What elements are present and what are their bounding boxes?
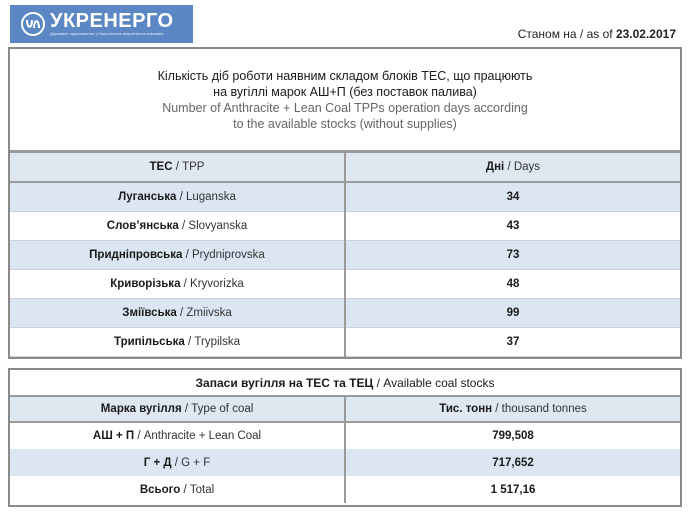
col-header-coal-type: [10, 396, 345, 422]
coal-stocks-title-row: [10, 370, 680, 396]
plant-days: 37: [345, 327, 680, 356]
table-row: [10, 449, 680, 476]
coal-amount: 1 517,16: [345, 476, 680, 503]
plant-name: Трипільська / Trypilska: [10, 327, 345, 356]
plant-days: 43: [345, 211, 680, 240]
col-header-amount: [345, 396, 680, 422]
table-row: [10, 182, 680, 211]
plant-name: Зміївська / Zmiivska: [10, 298, 345, 327]
operation-days-panel: [8, 47, 682, 359]
col-days-en: / Days: [507, 161, 541, 173]
as-of-prefix: Станом на / as of: [517, 27, 613, 41]
col-amount-uk: Тис. тонн: [439, 403, 493, 415]
plant-days: 73: [345, 240, 680, 269]
plant-days: 48: [345, 269, 680, 298]
table-row: [10, 240, 680, 269]
coal-amount: 717,652: [345, 449, 680, 476]
table-row: [10, 298, 680, 327]
plant-name: Криворізька / Kryvorizka: [10, 269, 345, 298]
coal-stocks-title-en: / Available coal stocks: [376, 375, 495, 390]
coal-stocks-title-uk: Запаси вугілля на ТЕС та ТЕЦ: [195, 375, 374, 390]
coal-stocks-panel: [8, 368, 682, 507]
title-uk-line1: Кількість діб роботи наявним складом блоків ТЕС, що працюють: [157, 68, 533, 83]
as-of-date: 23.02.2017: [615, 27, 676, 41]
title-en-line1: Number of Anthracite + Lean Coal TPPs operation days according: [162, 100, 528, 115]
plant-name: Луганська / Luganska: [10, 182, 345, 211]
coal-amount: 799,508: [345, 422, 680, 449]
plant-days: 34: [345, 182, 680, 211]
operation-days-table: [10, 153, 680, 357]
table-row: [10, 269, 680, 298]
table-row-total: [10, 476, 680, 503]
coal-type: АШ + П / Anthracite + Lean Coal: [10, 422, 345, 449]
plant-days: 99: [345, 298, 680, 327]
coal-type: Всього / Total: [10, 476, 345, 503]
coal-type: Г + Д / G + F: [10, 449, 345, 476]
table-header-row: [10, 153, 680, 182]
col-type-uk: Марка вугілля: [100, 403, 182, 415]
table-row: [10, 422, 680, 449]
col-plant-uk: ТЕС: [149, 161, 173, 173]
col-days-uk: Дні: [485, 161, 505, 173]
col-type-en: / Type of coal: [184, 403, 254, 415]
logo: [10, 5, 193, 43]
table-row: [10, 211, 680, 240]
operation-days-title: [10, 49, 680, 153]
col-amount-en: / thousand tonnes: [495, 403, 587, 415]
coal-stocks-table: [10, 370, 680, 503]
logo-subtitle: Державне підприємство | Національна енергетична компанія: [50, 31, 164, 36]
col-header-days: [345, 153, 680, 182]
plant-name: Слов’янська / Slovyanska: [10, 211, 345, 240]
plant-name: Придніпровська / Prydniprovska: [10, 240, 345, 269]
ukrenergo-logo-icon: [20, 11, 46, 37]
col-header-plant: [10, 153, 345, 182]
col-plant-en: / TPP: [175, 161, 205, 173]
title-en-line2: to the available stocks (without supplies): [233, 116, 457, 131]
title-uk-line2: на вугіллі марок АШ+П (без поставок палива): [213, 84, 477, 99]
table-row: [10, 327, 680, 356]
coal-stocks-title: [10, 370, 680, 396]
as-of-date-label: [518, 27, 676, 41]
logo-name: УКРЕНЕРГО: [50, 10, 174, 32]
table-header-row: [10, 396, 680, 422]
